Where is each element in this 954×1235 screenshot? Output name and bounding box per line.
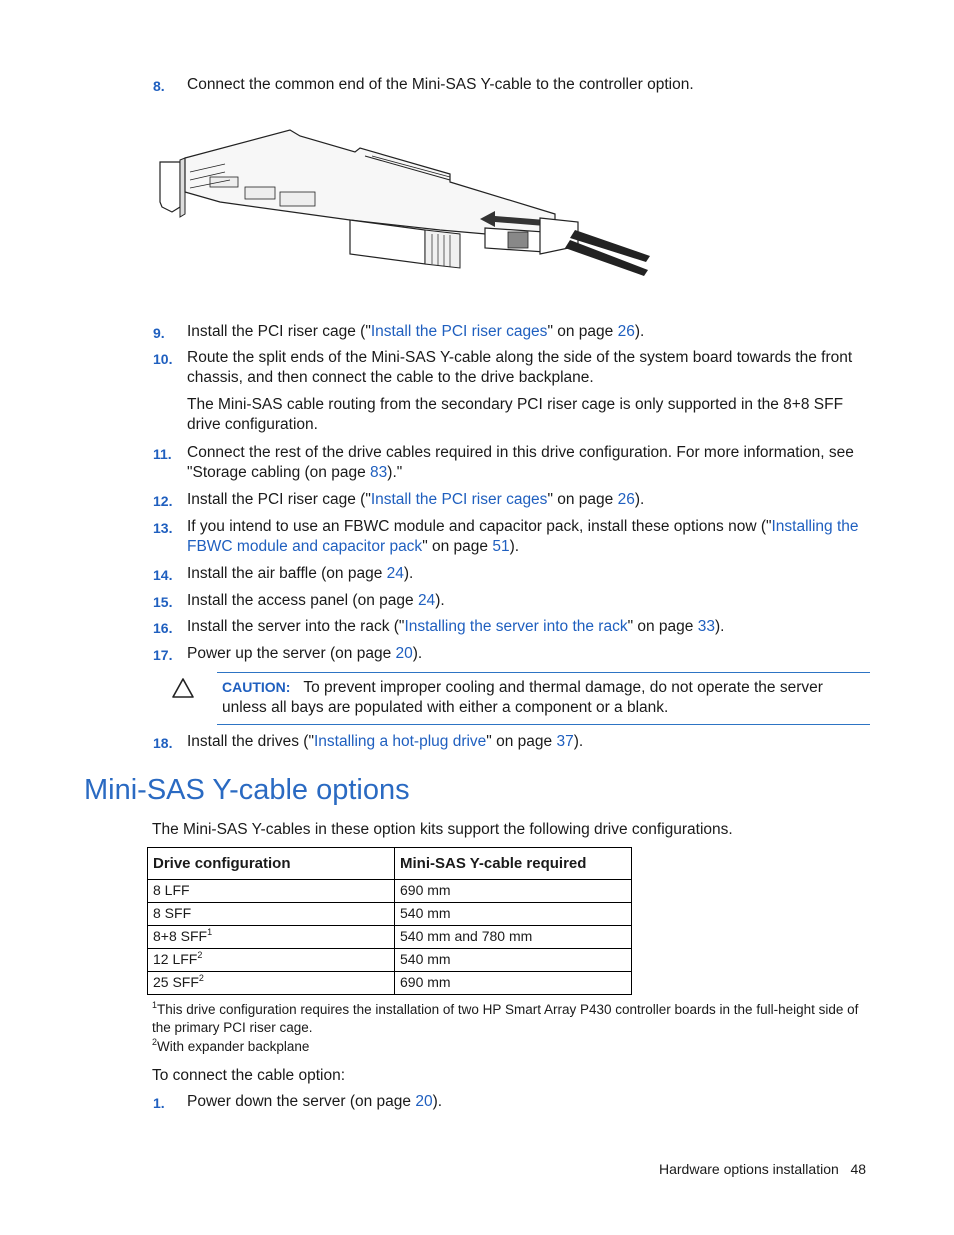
table-row	[148, 972, 632, 995]
warning-triangle-icon	[171, 677, 195, 699]
step-number: 10.	[153, 351, 173, 367]
table-header: Mini-SAS Y-cable required	[395, 848, 632, 880]
step-note: The Mini-SAS cable routing from the secondary PCI riser cage is only supported in the 8+8 SFF drive configuration.	[187, 396, 844, 433]
table-cell: 12 LFF$^2$	[148, 949, 395, 972]
footnote: $^2$With expander backplane	[152, 1037, 310, 1054]
footnote: $^1$This drive configuration requires the installation of two HP Smart Array P430 controller boards in the full-height side of the primary PCI riser cage.	[152, 1000, 859, 1035]
installing-fbwc-link[interactable]: Installing the FBWC module and capacitor pack	[187, 518, 859, 555]
page-footer	[659, 1159, 866, 1179]
page-link[interactable]: 20	[395, 645, 413, 662]
step-number: 1.	[153, 1095, 165, 1111]
table-cell: 540 mm	[395, 903, 632, 926]
step-number: 18.	[153, 735, 173, 751]
table-row	[148, 903, 632, 926]
table-cell: 540 mm	[395, 949, 632, 972]
step-number: 11.	[153, 446, 172, 462]
table-cell: 690 mm	[395, 880, 632, 903]
caution-label: CAUTION:	[222, 679, 291, 695]
step-number: 12.	[153, 493, 173, 509]
step-number: 13.	[153, 520, 173, 536]
table-cell: 8 SFF	[148, 903, 395, 926]
install-pci-riser-cages-link[interactable]: Install the PCI riser cages	[370, 491, 548, 508]
step-text: Connect the common end of the Mini-SAS Y-cable to the controller option.	[187, 76, 694, 93]
page-link[interactable]: 83	[370, 464, 388, 481]
step-text: Route the split ends of the Mini-SAS Y-cable along the side of the system board towards the front chassis, and then connect the cable to the drive backplane.	[187, 349, 853, 386]
step-text: Install the drives ("Installing a hot-plug drive" on page 37).	[187, 733, 584, 750]
step-text: Install the air baffle (on page 24).	[187, 565, 414, 582]
installing-hot-plug-drive-link[interactable]: Installing a hot-plug drive	[313, 733, 487, 750]
page-link[interactable]: 24	[386, 565, 404, 582]
page-link[interactable]: 20	[415, 1093, 433, 1110]
table-header: Drive configuration	[148, 848, 395, 880]
step-text: Power up the server (on page 20).	[187, 645, 423, 662]
page-link[interactable]: 37	[556, 733, 574, 750]
step-text: Install the PCI riser cage ("Install the PCI riser cages" on page 26).	[187, 491, 645, 508]
section-intro: The Mini-SAS Y-cables in these option kits support the following drive configurations.	[152, 821, 733, 838]
page-link[interactable]: 26	[617, 323, 635, 340]
page-link[interactable]: 51	[492, 538, 510, 555]
step-number: 9.	[153, 325, 165, 341]
page-number: 48	[850, 1161, 867, 1177]
step-text: Install the access panel (on page 24).	[187, 592, 445, 609]
table-header-row	[148, 848, 632, 880]
installing-server-rack-link[interactable]: Installing the server into the rack	[404, 618, 628, 635]
table-cell: 25 SFF$^2$	[148, 972, 395, 995]
step-number: 17.	[153, 647, 173, 663]
step-text: Install the server into the rack ("Installing the server into the rack" on page 33).	[187, 618, 725, 635]
section-title: Mini-SAS Y-cable options	[84, 774, 410, 806]
table-cell: 8+8 SFF$^1$	[148, 926, 395, 949]
table-cell: 690 mm	[395, 972, 632, 995]
table-row	[148, 949, 632, 972]
page-link[interactable]: 33	[697, 618, 715, 635]
step-number: 14.	[153, 567, 173, 583]
controller-cable-illustration	[150, 122, 670, 282]
step-text: If you intend to use an FBWC module and capacitor pack, install these options now ("Installing the FBWC module and capacitor pack" on page 51).	[187, 518, 859, 555]
table-row	[148, 926, 632, 949]
step-text: Connect the rest of the drive cables required in this drive configuration. For more information, see "Storage cabling (on page 83)."	[187, 444, 854, 481]
footer-section: Hardware options installation	[659, 1161, 839, 1177]
caution-text: To prevent improper cooling and thermal damage, do not operate the server unless all bays are populated with either a component or a blank.	[222, 679, 823, 716]
step-number: 16.	[153, 620, 173, 636]
page-link[interactable]: 26	[617, 491, 635, 508]
step-number: 8.	[153, 78, 165, 94]
caution-box	[217, 672, 870, 725]
step-text: Install the PCI riser cage ("Install the PCI riser cages" on page 26).	[187, 323, 645, 340]
table-row	[148, 880, 632, 903]
step-number: 15.	[153, 594, 173, 610]
step-text: Power down the server (on page 20).	[187, 1093, 443, 1110]
table-cell: 540 mm and 780 mm	[395, 926, 632, 949]
install-pci-riser-cages-link[interactable]: Install the PCI riser cages	[370, 323, 548, 340]
drive-configuration-table	[147, 847, 632, 995]
table-cell: 8 LFF	[148, 880, 395, 903]
connect-intro: To connect the cable option:	[152, 1067, 346, 1084]
page-link[interactable]: 24	[417, 592, 436, 609]
